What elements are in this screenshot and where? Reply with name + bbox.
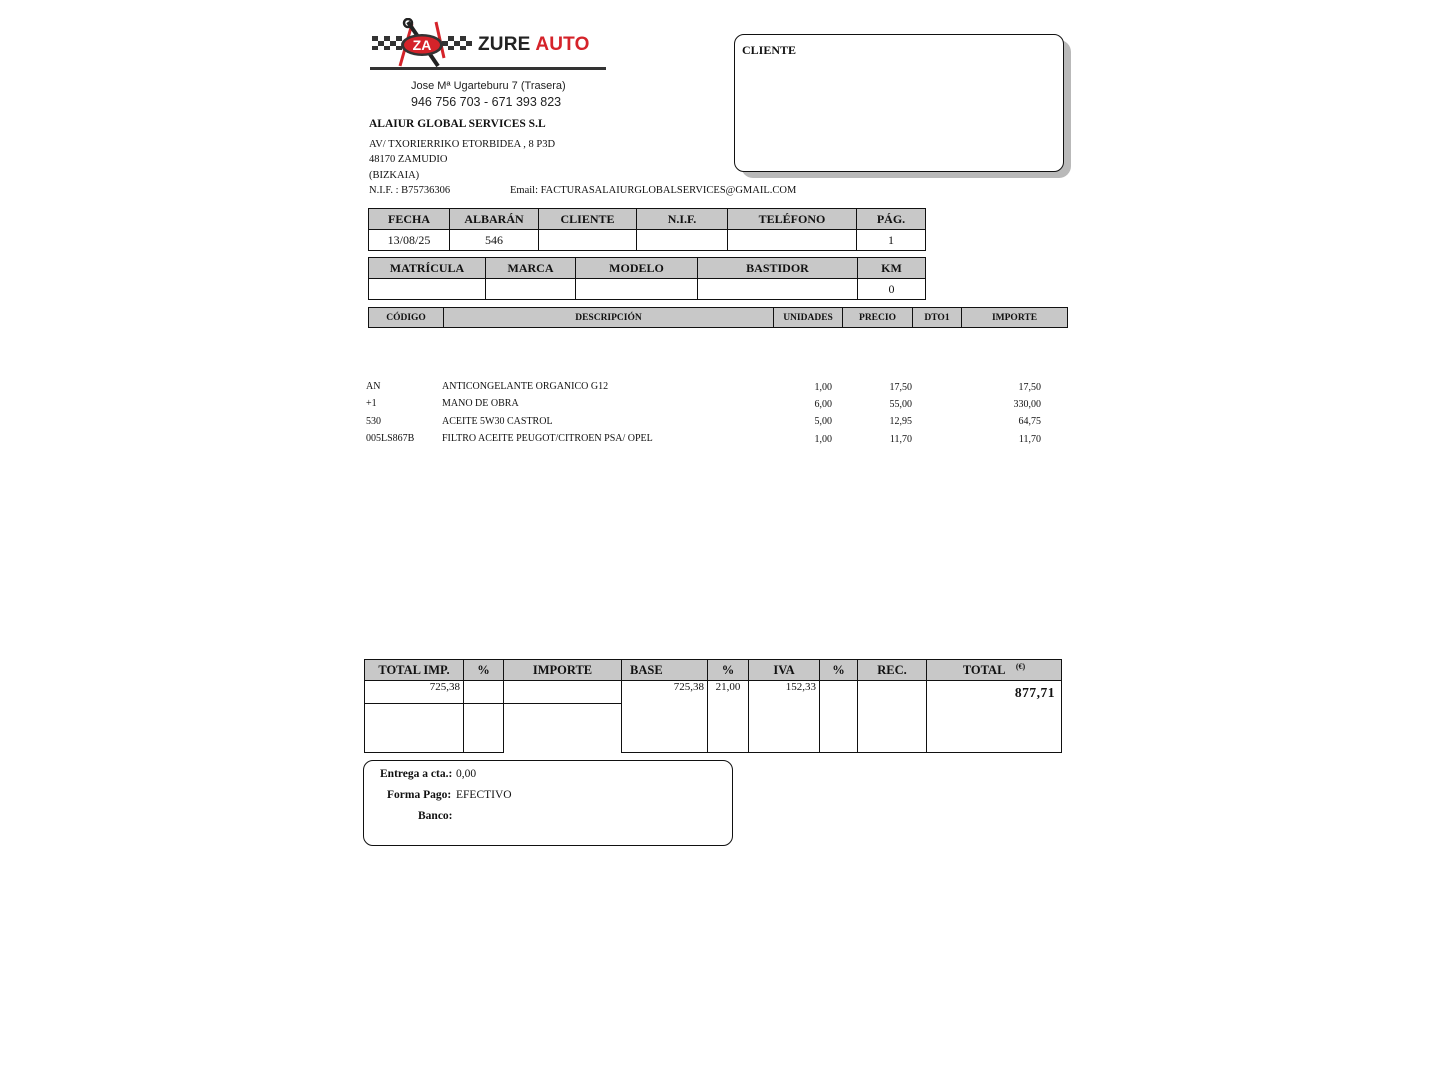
empty-cell bbox=[504, 704, 622, 753]
header-codigo: CÓDIGO bbox=[369, 308, 444, 328]
vehicle-value-row bbox=[369, 279, 926, 300]
header-pct-1: % bbox=[464, 660, 504, 681]
client-label: CLIENTE bbox=[742, 43, 797, 57]
header-base: BASE bbox=[622, 660, 708, 681]
item-description: ACEITE 5W30 CASTROL bbox=[442, 416, 553, 427]
logo-underline bbox=[370, 67, 606, 70]
header-cliente: CLIENTE bbox=[539, 209, 637, 230]
header-rec: REC. bbox=[858, 660, 927, 681]
empty-cell bbox=[365, 704, 464, 753]
value-telefono bbox=[728, 230, 857, 251]
header-total-imp: TOTAL IMP. bbox=[365, 660, 464, 681]
company-name: ALAIUR GLOBAL SERVICES S.L bbox=[369, 118, 546, 130]
header-pct-rec: % bbox=[820, 660, 858, 681]
value-rec-pct bbox=[820, 681, 858, 753]
currency-mark: (€) bbox=[1015, 661, 1026, 671]
header-total bbox=[927, 660, 1062, 681]
item-amount: 17,50 bbox=[1018, 382, 1041, 393]
value-importe-dto bbox=[504, 681, 622, 704]
company-city: 48170 ZAMUDIO bbox=[369, 154, 448, 165]
value-iva: 152,33 bbox=[749, 681, 820, 753]
header-descripcion: DESCRIPCIÓN bbox=[444, 308, 774, 328]
header-marca: MARCA bbox=[486, 258, 576, 279]
doc-info-header-row bbox=[369, 209, 926, 230]
value-cliente bbox=[539, 230, 637, 251]
item-amount: 64,75 bbox=[1018, 416, 1041, 427]
header-dto1: DTO1 bbox=[913, 308, 962, 328]
line-items-header-table bbox=[368, 307, 1068, 328]
vehicle-header-row bbox=[369, 258, 926, 279]
header-precio: PRECIO bbox=[843, 308, 913, 328]
totals-header-row bbox=[365, 660, 1062, 681]
item-description: ANTICONGELANTE ORGANICO G12 bbox=[442, 381, 609, 392]
header-unidades: UNIDADES bbox=[774, 308, 843, 328]
value-base: 725,38 bbox=[622, 681, 708, 753]
value-matricula bbox=[369, 279, 486, 300]
company-nif: N.I.F. : B75736306 bbox=[369, 185, 451, 196]
company-province: (BIZKAIA) bbox=[369, 170, 420, 181]
item-units: 1,00 bbox=[814, 434, 832, 445]
item-price: 55,00 bbox=[889, 399, 912, 410]
value-pct-1 bbox=[464, 681, 504, 704]
header-importe-dto: IMPORTE bbox=[504, 660, 622, 681]
value-km: 0 bbox=[858, 279, 926, 300]
entrega-label: Entrega a cta.: bbox=[380, 768, 453, 780]
header-km: KM bbox=[858, 258, 926, 279]
entrega-value: 0,00 bbox=[456, 768, 477, 780]
item-code: +1 bbox=[366, 398, 377, 409]
totals-table bbox=[364, 659, 1062, 753]
item-price: 12,95 bbox=[889, 416, 912, 427]
item-code: AN bbox=[366, 381, 381, 392]
header-total-label: TOTAL bbox=[962, 663, 1005, 678]
item-price: 11,70 bbox=[889, 434, 912, 445]
logo-word-zure: ZURE bbox=[478, 34, 531, 55]
item-units: 5,00 bbox=[814, 416, 832, 427]
totals-value-row bbox=[365, 681, 1062, 704]
doc-info-table bbox=[368, 208, 926, 251]
doc-info-value-row bbox=[369, 230, 926, 251]
empty-cell bbox=[464, 704, 504, 753]
value-fecha: 13/08/25 bbox=[369, 230, 450, 251]
forma-pago-value: EFECTIVO bbox=[456, 789, 512, 801]
header-modelo: MODELO bbox=[576, 258, 698, 279]
value-rec bbox=[858, 681, 927, 753]
value-total-imp: 725,38 bbox=[365, 681, 464, 704]
item-code: 005LS867B bbox=[366, 433, 415, 444]
value-marca bbox=[486, 279, 576, 300]
item-units: 6,00 bbox=[814, 399, 832, 410]
value-modelo bbox=[576, 279, 698, 300]
value-grand-total: 877,71 bbox=[927, 681, 1062, 753]
shop-address: Jose Mª Ugarteburu 7 (Trasera) bbox=[411, 80, 566, 92]
banco-label: Banco: bbox=[418, 810, 453, 822]
item-description: FILTRO ACEITE PEUGOT/CITROEN PSA/ OPEL bbox=[442, 433, 653, 444]
item-units: 1,00 bbox=[814, 382, 832, 393]
header-albaran: ALBARÁN bbox=[450, 209, 539, 230]
header-pct-iva: % bbox=[708, 660, 749, 681]
shop-phone: 946 756 703 - 671 393 823 bbox=[411, 95, 562, 109]
value-nif bbox=[637, 230, 728, 251]
header-bastidor: BASTIDOR bbox=[698, 258, 858, 279]
header-nif: N.I.F. bbox=[637, 209, 728, 230]
header-matricula: MATRÍCULA bbox=[369, 258, 486, 279]
value-iva-pct: 21,00 bbox=[708, 681, 749, 753]
value-albaran: 546 bbox=[450, 230, 539, 251]
item-description: MANO DE OBRA bbox=[442, 398, 519, 409]
item-price: 17,50 bbox=[889, 382, 912, 393]
header-fecha: FECHA bbox=[369, 209, 450, 230]
header-telefono: TELÉFONO bbox=[728, 209, 857, 230]
item-code: 530 bbox=[366, 416, 381, 427]
logo-word-auto: AUTO bbox=[535, 34, 590, 55]
company-street: AV/ TXORIERRIKO ETORBIDEA , 8 P3D bbox=[369, 139, 556, 150]
line-items-header-row bbox=[369, 308, 1068, 328]
header-pag: PÁG. bbox=[857, 209, 926, 230]
vehicle-table bbox=[368, 257, 926, 300]
header-importe: IMPORTE bbox=[962, 308, 1068, 328]
item-amount: 330,00 bbox=[1013, 399, 1041, 410]
forma-pago-label: Forma Pago: bbox=[387, 789, 452, 801]
logo-wordmark bbox=[478, 34, 590, 56]
header-iva: IVA bbox=[749, 660, 820, 681]
value-bastidor bbox=[698, 279, 858, 300]
item-amount: 11,70 bbox=[1018, 434, 1041, 445]
logo-initials: ZA bbox=[412, 37, 432, 53]
company-email: Email: FACTURASALAIURGLOBALSERVICES@GMAIL.COM bbox=[510, 185, 797, 196]
value-pag: 1 bbox=[857, 230, 926, 251]
